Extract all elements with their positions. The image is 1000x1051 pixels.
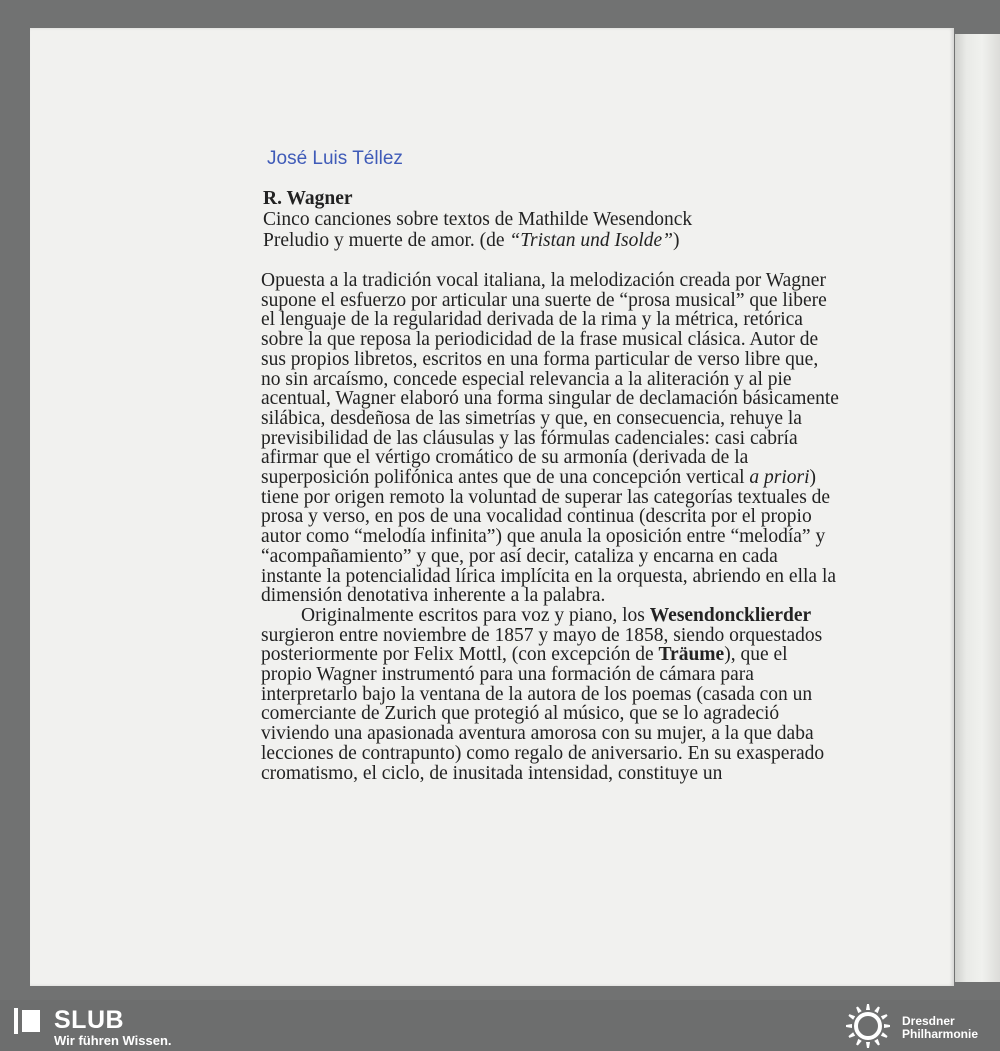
- composer-name: R. Wagner: [263, 188, 353, 209]
- next-page-edge: [955, 34, 1000, 982]
- book-icon: [14, 1008, 44, 1034]
- philharmonie-sun-icon: [842, 1003, 894, 1049]
- slub-tagline: Wir führen Wissen.: [54, 1033, 172, 1048]
- paragraph-1-text-b: ) tiene por origen remoto la voluntad de superar las categorías textuales de prosa y verso, en pos de una vocalidad continua (descrita por el propio autor como “melodía infinita”) que anula la oposición entre “melodía” y “acompañamiento” y que, por así decir, cataliza y encarna en cada instante la potencialidad lírica implícita en la orquesta, abriendo en ella la dimensión denotativa inherente a la palabra.: [261, 467, 837, 607]
- paragraph-1: [261, 271, 841, 606]
- work-title-2-italic: “Tristan und Isolde”: [509, 230, 674, 251]
- article-body: [261, 271, 841, 783]
- paragraph-2-text-a: Originalmente escritos para voz y piano, los: [301, 604, 650, 626]
- paragraph-2-text-c: ), que el propio Wagner instrumentó para una formación de cámara para interpretarlo bajo la ventana de la autora de los poemas (casada con un comerciante de Zurich que protegió al músico, que se lo agradeció viviendo una apasionada aventura amorosa con su mujer, a la que daba lecciones de contrapunto) como regalo de aniversario. En su exasperado cromatismo, el ciclo, de inusitada intensidad, constituye un: [261, 644, 825, 784]
- work-title-2: [263, 230, 692, 251]
- work-title-1: Cinco canciones sobre textos de Mathilde Wesendonck: [263, 209, 693, 230]
- philharmonie-line-2: Philharmonie: [902, 1027, 979, 1041]
- work-title-2-text: Preludio y muerte de amor. (de: [263, 230, 510, 251]
- slub-logo-text[interactable]: SLUB: [54, 1006, 125, 1034]
- paragraph-1-italic: a priori: [749, 467, 810, 489]
- philharmonie-logo-text[interactable]: [902, 1015, 998, 1041]
- paragraph-2: [261, 606, 841, 783]
- philharmonie-line-1: Dresdner: [902, 1014, 955, 1028]
- program-heading: [263, 188, 692, 251]
- paragraph-2-bold-1: Wesendoncklierder: [649, 604, 812, 626]
- paragraph-2-text-b: surgieron entre noviembre de 1857 y mayo de 1858, siendo orquestados posteriormente por Felix Mottl, (con excepción de: [261, 624, 823, 666]
- author-name: José Luis Téllez: [267, 148, 403, 169]
- footer-bar: [0, 1000, 1000, 1051]
- paragraph-1-text-a: Opuesta a la tradición vocal italiana, la melodización creada por Wagner supone el esfuerzo por articular una suerte de “prosa musical” que libere el lenguaje de la regularidad derivada de la rima y la métrica, retórica sobre la que reposa la periodicidad de la frase musical clásica. Autor de sus propios libretos, escritos en una forma particular de verso libre que, no sin arcaísmo, concede especial relevancia a la aliteración y al pie acentual, Wagner elaboró una forma singular de declamación básicamente silábica, desdeñosa de las simetrías y que, en consecuencia, rehuye la previsibilidad de las cláusulas y las fórmulas cadenciales: casi cabría afirmar que el vértigo cromático de su armonía (derivada de la superposición polifónica antes que de una concepción vertical: [261, 270, 839, 489]
- work-title-2-close: ): [673, 230, 680, 251]
- paragraph-2-bold-2: Träume: [658, 644, 725, 666]
